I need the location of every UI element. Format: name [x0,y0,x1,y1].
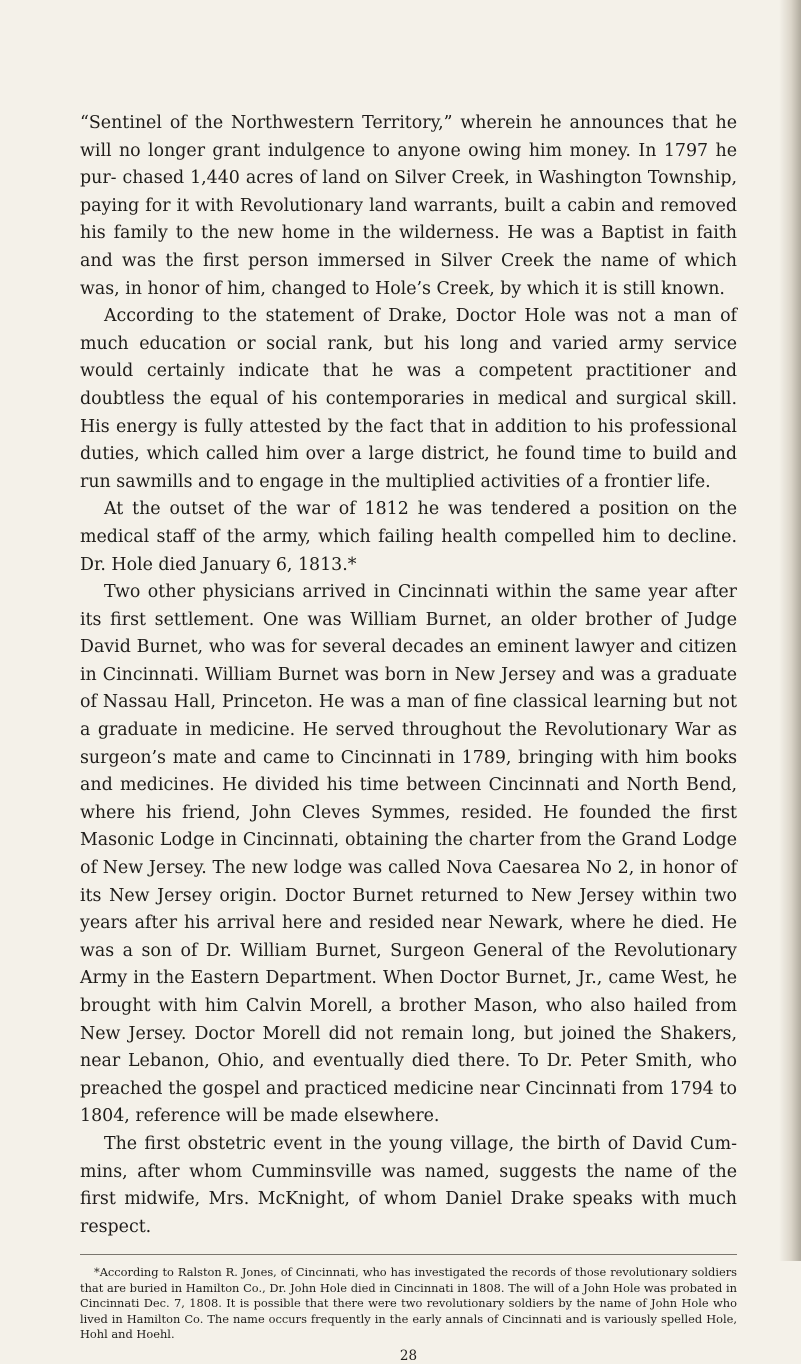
body-text [80,110,737,1241]
paragraph-sentinel: “Sentinel of the Northwestern Territory,” wherein he announces that he will no longer grant indulgence to anyone owing him money. In 1797 he pur- chased 1,440 acres of land on Silver Creek, in Washington Township, paying for it with Revolutionary land warrants, built a cabin and removed his family to the new home in the wilderness. He was a Baptist in faith and was the first person immersed in Silver Creek the name of which was, in honor of him, changed to Hole’s Creek, by which it is still known. [80,113,737,299]
page-edge-shadow [779,0,801,1261]
page-number: 28 [399,1348,418,1364]
paragraph-obstetric-event: The first obstetric event in the young village, the birth of David Cum- mins, after whom Cumminsville was named, suggests the name of the first midwife, Mrs. McKnight, of whom Daniel Drake speaks with much respect. [80,1133,737,1237]
footnote: *According to Ralston R. Jones, of Cincinnati, who has investigated the records of those revolutionary soldiers that are buried in Hamilton Co., Dr. John Hole died in Cincinnati in 1808. The will of a John Hole was probated in Cincinnati Dec. 7, 1808. It is possible that there were two revolutionary soldiers by the name of John Hole who lived in Hamilton Co. The name occurs frequently in the early annals of Cincinnati and is variously spelled Hole, Hohl and Hoehl. [80,1265,737,1341]
paragraph-war-1812: At the outset of the war of 1812 he was tendered a position on the medical staff of the army, which failing health compelled him to decline. Dr. Hole died January 6, 1813.* [80,499,737,575]
paragraph-burnet: Two other physicians arrived in Cincinnati within the same year after its first settlement. One was William Burnet, an older brother of Judge David Burnet, who was for several decades an eminent lawyer and citizen in Cincinnati. William Burnet was born in New Jersey and was a graduate of Nassau Hall, Princeton. He was a man of fine classical learning but not a graduate in medicine. He served throughout the Revolutionary War as surgeon’s mate and came to Cincinnati in 1789, bringing with him books and medicines. He divided his time between Cincinnati and North Bend, where his friend, John Cleves Symmes, resided. He founded the first Masonic Lodge in Cincinnati, obtaining the charter from the Grand Lodge of New Jersey. The new lodge was called Nova Caesarea No 2, in honor of its New Jersey origin. Doctor Burnet returned to New Jersey within two years after his arrival here and resided near Newark, where he died. He was a son of Dr. William Burnet, Surgeon General of the Revolutionary Army in the Eastern Department. When Doctor Burnet, Jr., came West, he brought with him Calvin Morell, a brother Mason, who also hailed from New Jersey. Doctor Morell did not remain long, but joined the Shakers, near Lebanon, Ohio, and eventually died there. To Dr. Peter Smith, who preached the gospel and practiced medicine near Cincinnati from 1794 to 1804, reference will be made elsewhere. [80,582,737,1127]
footnote-divider [80,1254,737,1255]
paragraph-drake-statement: According to the statement of Drake, Doctor Hole was not a man of much education or social rank, but his long and varied army service would certainly indicate that he was a competent practitioner and doubtless the equal of his contemporaries in medical and surgical skill. His energy is fully attested by the fact that in addition to his professional duties, which called him over a large district, he found time to build and run sawmills and to engage in the multiplied activities of a frontier life. [80,306,737,492]
book-page [80,110,737,1364]
